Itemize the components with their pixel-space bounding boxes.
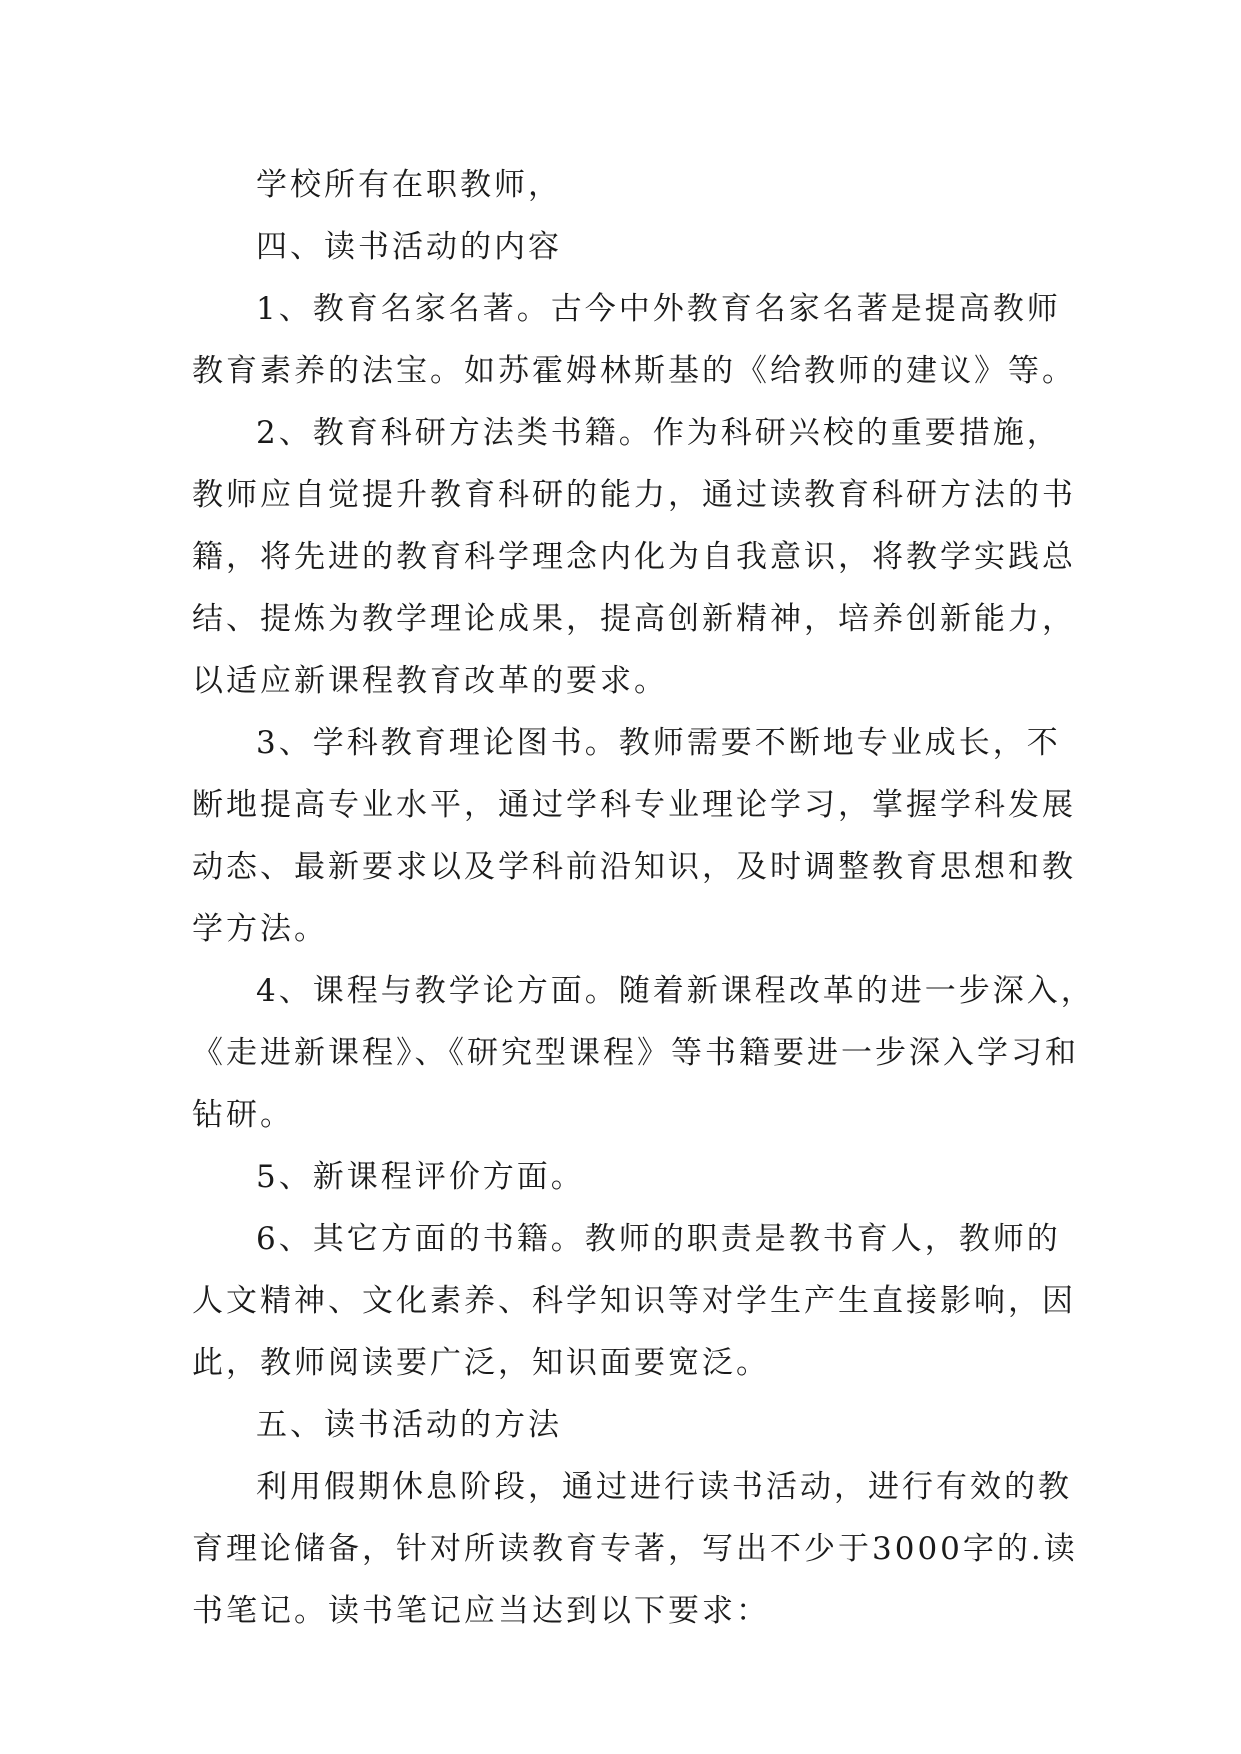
- text-line: 4、课程与教学论方面。随着新课程改革的进一步深入，: [256, 973, 1095, 1009]
- text-line: 籍，将先进的教育科学理念内化为自我意识，将教学实践总: [192, 539, 1076, 575]
- text-line: 此，教师阅读要广泛，知识面要宽泛。: [192, 1345, 770, 1381]
- text-line: 5、新课程评价方面。: [256, 1159, 585, 1195]
- text-line: 利用假期休息阶段，通过进行读书活动，进行有效的教: [256, 1469, 1072, 1505]
- text-line: 6、其它方面的书籍。教师的职责是教书育人，教师的: [256, 1221, 1061, 1257]
- text-line: 书笔记。读书笔记应当达到以下要求：: [192, 1593, 770, 1629]
- text-line: 学校所有在职教师，: [256, 167, 562, 203]
- text-line: 2、教育科研方法类书籍。作为科研兴校的重要措施，: [256, 415, 1061, 451]
- text-line: 以适应新课程教育改革的要求。: [192, 663, 668, 699]
- text-line: 1、教育名家名著。古今中外教育名家名著是提高教师: [256, 291, 1061, 327]
- text-line: 学方法。: [192, 911, 328, 947]
- text-line: 人文精神、文化素养、科学知识等对学生产生直接影响，因: [192, 1283, 1076, 1319]
- text-line: 教育素养的法宝。如苏霍姆林斯基的《给教师的建议》等。: [192, 353, 1076, 389]
- text-line: 五、读书活动的方法: [256, 1407, 562, 1443]
- document-body: [192, 154, 1095, 1642]
- text-line: 3、学科教育理论图书。教师需要不断地专业成长，不: [256, 725, 1061, 761]
- text-line: 断地提高专业水平，通过学科专业理论学习，掌握学科发展: [192, 787, 1076, 823]
- text-line: 《走进新课程》、《研究型课程》等书籍要进一步深入学习和: [192, 1035, 1079, 1071]
- text-line: 结、提炼为教学理论成果，提高创新精神，培养创新能力，: [192, 601, 1076, 637]
- text-line: 育理论储备，针对所读教育专著，写出不少于3000字的.读: [192, 1531, 1078, 1567]
- text-line: 动态、最新要求以及学科前沿知识，及时调整教育思想和教: [192, 849, 1076, 885]
- text-line: 钻研。: [192, 1097, 294, 1133]
- text-line: 教师应自觉提升教育科研的能力，通过读教育科研方法的书: [192, 477, 1076, 513]
- text-line: 四、读书活动的内容: [256, 229, 562, 265]
